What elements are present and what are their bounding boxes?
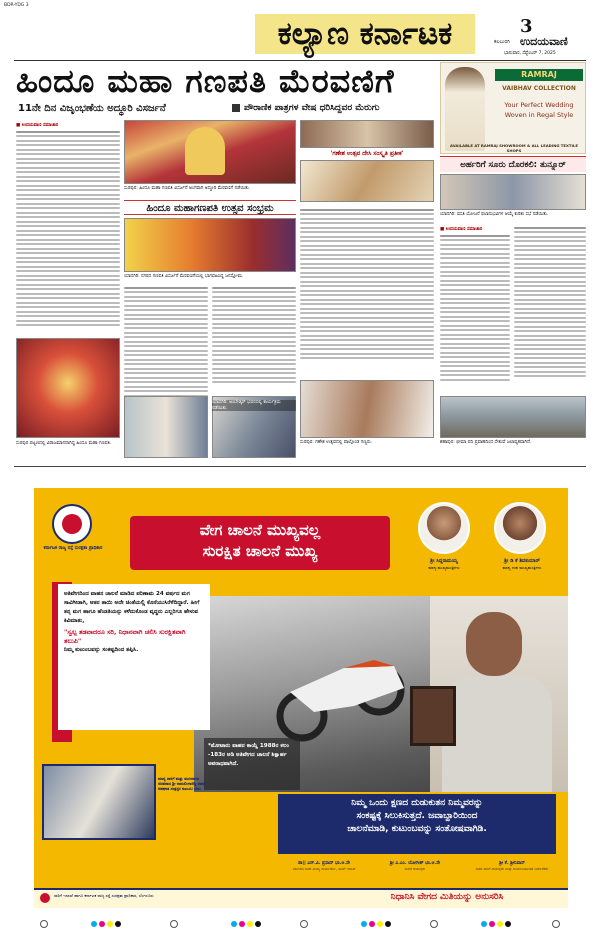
man-shirt [442, 676, 552, 792]
right-column-1 [440, 224, 510, 394]
meeting-caption: ಯಾದಗಿರಿ: ವಸತಿ ಯೋಜನೆ ಫಲಾನುಭವಿಗಳ ಆಯ್ಕೆ ಕುರಿತು ಸಭೆ ನಡೆಯಿತು. [440, 212, 549, 217]
page-code: BDR-YDG 3 [4, 3, 29, 8]
authority-logo [52, 504, 92, 544]
law-box [204, 738, 300, 790]
header-rule [14, 60, 586, 61]
event-photo-mid [300, 160, 434, 202]
idol-caption: ಸುರಪುರ ಪಟ್ಟಣದಲ್ಲಿ ವಿರಾಜಮಾನನಾಗಿದ್ದ ಹಿಂದೂ ಮಹಾ ಗಣಪತಿ. [16, 441, 112, 446]
footer-slogan: ನಿಧಾನಿಸಿ ವೇಗದ ಮಿತಿಯನ್ನು ಅನುಸರಿಸಿ [390, 892, 504, 902]
event-photo-top [300, 120, 434, 148]
story-end: ನಿಮ್ಮ ಕುಟುಂಬವನ್ನು ಸಂಕಷ್ಟದಿಂದ ತಪ್ಪಿಸಿ. [64, 647, 139, 653]
authority-name: ಕರ್ನಾಟಕ ರಾಜ್ಯ ರಸ್ತೆ ಸುರಕ್ಷತಾ ಪ್ರಾಧಿಕಾರ [43, 546, 103, 551]
section-title: ಕಲ್ಯಾಣ ಕರ್ನಾಟಕ [277, 16, 453, 52]
registration-marks [34, 919, 568, 928]
inner-headline: ಹಿಂದೂ ಮಹಾಗಣಪತಿ ಉತ್ಸವ ಸಂಭ್ರಮ [146, 203, 274, 214]
banner-line-1: ನಿಮ್ಮ ಒಂದು ಕ್ಷಣದ ದುಡುಕುತನ ನಿಮ್ಮವರನ್ನು [351, 798, 483, 808]
ramraj-ad[interactable] [440, 62, 586, 154]
paper-city: ಕಲಬುರಗಿ [494, 39, 510, 45]
footer-emblem-icon [40, 893, 50, 903]
lead-subhead-right: ಪೌರಾಣಿಕ ಪಾತ್ರಗಳ ವೇಷ ಧರಿಸಿದ್ದವರ ಮೆರುಗು [244, 103, 380, 113]
procession-photo [124, 120, 296, 184]
crowd-caption: ಯಾದಗಿರಿ: ನಗರದ ಗಣಪತಿ ವಿಸರ್ಜನೆ ಮೆರವಣಿಗೆಯಲ್ಲಿ ಭಾಗವಹಿಸಿದ್ದ ಜನಸ್ತೋಮ. [124, 274, 244, 279]
official-1-name: ಡಾ|| ಎನ್.ವಿ. ಪ್ರಸಾದ್ ಭಾ.ಆ.ಸೇ [298, 861, 350, 866]
right-byline: ■ ಉದಯವಾಣಿ ಸಮಾಚಾರ [440, 227, 483, 232]
official-1-title: ಸರ್ಕಾರದ ಅಪರ ಮುಖ್ಯ ಕಾರ್ಯದರ್ಶಿ, ಸಾರಿಗೆ ಇಲಾಖೆ [292, 867, 356, 871]
ramraj-tagline-2: Woven in Regal Style [504, 111, 574, 119]
official-3-title: ಅಪರ ಸಾರಿಗೆ ಆಯುಕ್ತರು ಮತ್ತು ಕಾರ್ಯನಿರ್ವಾಹಕ ನಿರ್ದೇಶಕರು [475, 867, 549, 871]
subhead-bullet [232, 104, 240, 112]
cm-title: ಮಾನ್ಯ ಮುಖ್ಯಮಂತ್ರಿಗಳು [428, 565, 460, 570]
photo-frame [410, 686, 456, 746]
story-quote: "ಸ್ವಲ್ಪ ತಡವಾದರೂ ಸರಿ, ನಿಧಾನವಾಗಿ ಚಲಿಸಿ ಸುರಕ್ಷಿತವಾಗಿ ತಲುಪಿ" [64, 628, 186, 645]
lead-column-3 [212, 284, 296, 394]
function-caption: ಯಾದಗಿರಿ: ಅಂಬೇಡ್ಕರ್ ಭವನದಲ್ಲಿ ಕಾರ್ಯಕ್ರಮ ನಡೆಯಿತು. [212, 400, 296, 411]
dignitaries-photo [300, 380, 434, 438]
dcm-title: ಮಾನ್ಯ ಉಪ ಮುಖ್ಯಮಂತ್ರಿಗಳು [502, 565, 542, 570]
road-safety-ad[interactable] [34, 488, 568, 888]
logo-emblem-icon [62, 514, 82, 534]
right-column-2 [514, 224, 586, 394]
official-3-name: ಶ್ರೀ ಕೆ. ಶ್ರೀನಿವಾಸ್ [499, 861, 525, 866]
lead-column-4 [300, 206, 434, 378]
group-photo [124, 396, 208, 458]
ramraj-brand: RAMRAJ [495, 69, 583, 81]
meeting-photo [440, 174, 586, 210]
official-2-name: ಶ್ರೀ ಎ.ಎಂ. ಯೋಗೀಶ್ ಭಾ.ಆ.ಸೇ [389, 861, 441, 866]
page-number: 3 [520, 16, 533, 37]
section-divider [14, 466, 586, 467]
ramraj-footer: AVAILABLE AT RAMRAJ SHOWROOM & ALL LEADING TEXTILE SHOPS [450, 143, 578, 153]
slogan-line-1: ವೇಗ ಚಾಲನೆ ಮುಖ್ಯವಲ್ಲ [199, 521, 321, 539]
dcm-name: ಶ್ರೀ ಡಿ ಕೆ ಶಿವಕುಮಾರ್ [504, 558, 540, 564]
dcm-portrait [494, 502, 546, 554]
story-text: ಅತಿವೇಗದಿಂದ ವಾಹನ ಚಾಲನೆ ಮಾಡಿದ ಪರಿಣಾಮ 24 ವರ್ಷದ ಮಗ ಸಾವಿಗೀಡಾಗಿ, ಆತನ ತಾಯಿ ಅದೇ ಚಿಂತೆಯಲ್ಲಿ ಕೊನೆಯುಸಿರೆಳೆದಿದ್ದಾರೆ. ಹೀಗೆ ತನ್ನ ಮಗ ಹಾಗೂ ಹೆಂಡತಿಯನ್ನು ಕಳೆದುಕೊಂಡ ವೃದ್ಧರು ಎಲ್ಲರಿಗೂ ಹೇಳುವ ಕಿವಿಮಾತು, [64, 591, 200, 624]
responsibility-banner [278, 794, 556, 854]
lead-byline: ■ ಉದಯವಾಣಿ ಸಮಾಚಾರ [16, 123, 59, 128]
procession-caption: ಸುರಪುರ: ಹಿಂದೂ ಮಹಾ ಗಣಪತಿ ವಿಸರ್ಜನೆ ಅಂಗವಾಗಿ ಅದ್ದೂರಿ ಮೆರವಣಿಗೆ ನಡೆಯಿತು. [124, 186, 251, 191]
story-box [58, 584, 210, 730]
print-registration-strip [34, 914, 568, 924]
crowd-photo [124, 218, 296, 272]
cm-portrait [418, 502, 470, 554]
lead-quote: 'ಗಣೇಶ ಉತ್ಸವ ದೇಸಿ ಸಂಸ್ಕೃತಿ ಪ್ರತೀಕ' [330, 150, 404, 157]
inner-heading-box [124, 200, 296, 215]
banner-line-2: ಸಂಕಷ್ಟಕ್ಕೆ ಸಿಲುಕಿಸುತ್ತದೆ. ಜವಾಬ್ದಾರಿಯಿಂದ [356, 811, 478, 821]
cm-name: ಶ್ರೀ ಸಿದ್ದರಾಮಯ್ಯ [430, 558, 458, 564]
banner-line-3: ಚಾಲನೆಮಾಡಿ, ಕುಟುಂಬವನ್ನು ಸಂತೋಷವಾಗಿಡಿ. [347, 824, 487, 834]
right-headline-box [440, 156, 586, 172]
ramraj-collection: VAIBHAV COLLECTION [502, 85, 576, 92]
minister-visit-photo [42, 764, 156, 840]
flood-bridge-photo [440, 396, 586, 438]
official-2-title: ಸಾರಿಗೆ ಆಯುಕ್ತರು [404, 867, 426, 871]
minister-caption: ಮಾನ್ಯ ಸಾರಿಗೆ ಮತ್ತು ಮುಜರಾಯಿ ಸಚಿವರಾದ ಶ್ರೀ ರಾಮಲಿಂಗಾರೆಡ್ಡಿ ರವರು ಅಪಘಾತ ಸಂತ್ರಸ್ತರ ಕುಟುಂಬ ಭೇಟಿ [158, 776, 206, 791]
lead-headline: ಹಿಂದೂ ಮಹಾ ಗಣಪತಿ ಮೆರವಣಿಗೆ [16, 62, 395, 100]
paper-name: ಉದಯವಾಣಿ [520, 35, 568, 48]
model-figure [445, 67, 485, 151]
grieving-man-figure [430, 596, 568, 792]
lead-subhead-left: 11ನೇ ದಿನ ವಿಜೃಂಭಣೆಯ ಅದ್ಧೂರಿ ವಿಸರ್ಜನೆ [18, 103, 166, 114]
flood-caption: ಶಹಾಪುರ: ಭೀಮಾ ನದಿ ಪ್ರವಾಹದಿಂದ ಸೇತುವೆ ಜಲಾವೃತವಾಗಿದೆ. [440, 440, 532, 445]
section-title-band [255, 14, 475, 54]
issue-date: ಭಾನುವಾರ, ಸೆಪ್ಟೆಂಬರ್ 7, 2025 [504, 51, 556, 56]
lead-column-1 [16, 120, 120, 335]
footer-department: ಸಾರಿಗೆ ಇಲಾಖೆ ಹಾಗೂ ಕರ್ನಾಟಕ ರಾಜ್ಯ ರಸ್ತೆ ಸುರಕ್ಷತಾ ಪ್ರಾಧಿಕಾರ, ಬೆಂಗಳೂರು [54, 893, 154, 898]
ad-footer [34, 888, 568, 908]
man-head [466, 612, 522, 676]
ganapati-idol-photo [16, 338, 120, 438]
dignitaries-caption: ಸುರಪುರ: ಗಣೇಶ ಉತ್ಸವದಲ್ಲಿ ಪಾಲ್ಗೊಂಡ ಗಣ್ಯರು. [300, 440, 373, 445]
law-text: *ಮೋಟಾರು ವಾಹನ ಕಾಯ್ದೆ 1988ರ ಕಲಂ -183ರ ಅಡಿ ಅತಿವೇಗದ ಚಾಲನೆ ಶಿಕ್ಷಾರ್ಹ ಅಪರಾಧವಾಗಿದೆ. [208, 743, 290, 767]
right-headline: ಅರ್ಹರಿಗೆ ಸೂರು ದೊರಕಲಿ: ತುನ್ನೂರ್ [460, 160, 566, 170]
ganesha-idol-shape [185, 127, 225, 175]
ramraj-tagline-1: Your Perfect Wedding [504, 101, 574, 109]
slogan-box [130, 516, 390, 570]
slogan-line-2: ಸುರಕ್ಷಿತ ಚಾಲನೆ ಮುಖ್ಯ [202, 542, 318, 560]
